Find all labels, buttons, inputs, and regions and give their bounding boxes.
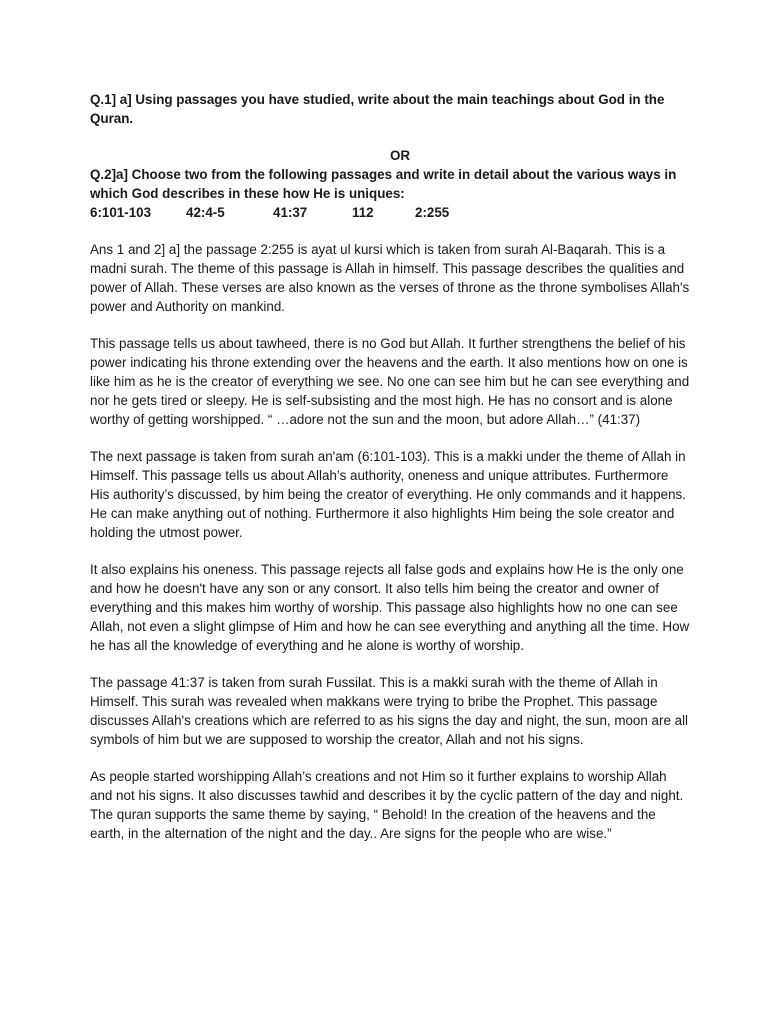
answer-paragraph: It also explains his oneness. This passage rejects all false gods and explains how He is the only one and how he doesn't have any son or any consort. It also tells him being the creator and owner of everything and this makes him worthy of worship. This passage also highlights how no one can see Allah, not even a slight glimpse of Him and how he can see everything and anything all the time. How he has all the knowledge of everything and he alone is worthy of worship. [90, 562, 690, 653]
passage-ref: 41:37 [273, 205, 308, 220]
answer-paragraph: Ans 1 and 2] a] the passage 2:255 is ayat ul kursi which is taken from surah Al-Baqarah. This is a madni surah. The theme of this passage is Allah in himself. This passage describes the qualities and power of Allah. These verses are also known as the verses of throne as the throne symbolises Allah's power and Authority on mankind. [90, 242, 690, 314]
passage-ref: 112 [352, 205, 374, 220]
answer-paragraph: As people started worshipping Allah’s creations and not Him so it further explains to worship Allah and not his signs. It also discusses tawhid and describes it by the cyclic pattern of the day and night. The quran supports the same theme by saying, “ Behold! In the creation of the heavens and the earth, in the alternation of the night and the day.. Are signs for the people who are wise.” [90, 769, 684, 841]
answer-paragraph: The passage 41:37 is taken from surah Fussilat. This is a makki surah with the theme of Allah in Himself. This surah was revealed when makkans were trying to bribe the Prophet. This passage discusses Allah's creations which are referred to as his signs the day and night, the sun, moon are all symbols of him but we are supposed to worship the creator, Allah and not his signs. [90, 675, 689, 747]
question-1: Q.1] a] Using passages you have studied, write about the main teachings about God in the Quran. [90, 92, 665, 126]
or-separator: OR [389, 148, 411, 163]
answer-paragraph: The next passage is taken from surah an'am (6:101-103). This is a makki under the theme of Allah in Himself. This passage tells us about Allah’s authority, oneness and unique attributes. Furthermore His authority’s discussed, by him being the creator of everything. He only commands and it happens. He can make anything out of nothing. Furthermore it also highlights Him being the sole creator and holding the utmost power. [90, 449, 686, 540]
passage-ref: 2:255 [415, 205, 450, 220]
passage-ref: 6:101-103 [90, 205, 152, 220]
document-body [90, 90, 690, 843]
passage-references [90, 203, 690, 222]
answer-paragraph: This passage tells us about tawheed, there is no God but Allah. It further strengthens the belief of his power indicating his throne extending over the heavens and the earth. It also mentions how on one is like him as he is the creator of everything we see. No one can see him but he can see everything and nor he gets tired or sleepy. He is self-subsisting and the most high. He has no consort and is alone worthy of getting worshipped. “ …adore not the sun and the moon, but adore Allah…” (41:37) [90, 336, 690, 427]
passage-ref: 42:4-5 [186, 205, 225, 220]
question-2: Q.2]a] Choose two from the following passages and write in detail about the various ways in which God describes in these how He is uniques: [90, 167, 677, 201]
